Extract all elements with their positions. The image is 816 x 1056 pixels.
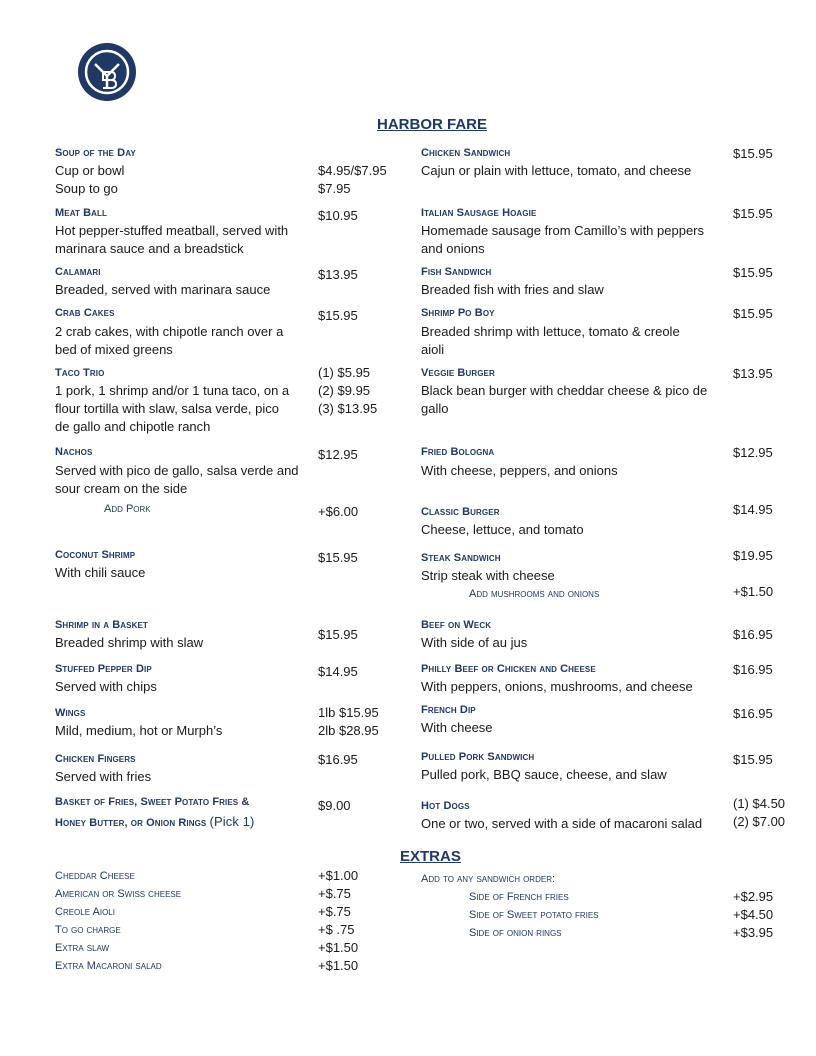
item-desc: Served with fries xyxy=(55,769,152,784)
item-desc: Breaded, served with marinara sauce xyxy=(55,282,271,297)
item-price: $15.95 xyxy=(733,146,773,161)
addon-label: Add mushrooms and onions xyxy=(469,588,600,600)
item-desc: With chili sauce xyxy=(55,565,146,580)
item-name: Shrimp in a Basket xyxy=(55,619,148,631)
side-label: Side of Sweet potato fries xyxy=(469,909,599,921)
item-price: $15.95 xyxy=(318,627,358,642)
side-price: +$4.50 xyxy=(733,907,774,922)
item-name: Philly Beef or Chicken and Cheese xyxy=(421,663,596,675)
item-price: (2) $7.00 xyxy=(733,814,786,829)
item-price: $10.95 xyxy=(318,208,358,223)
item-price: 1lb $15.95 xyxy=(318,705,379,720)
item-price: $16.95 xyxy=(733,662,773,677)
item-price: $15.95 xyxy=(733,752,773,767)
item-price: $16.95 xyxy=(318,752,358,767)
item-desc: Breaded shrimp with lettuce, tomato & creole xyxy=(421,324,680,339)
extra-price: +$1.50 xyxy=(318,940,359,955)
item-price: $19.95 xyxy=(733,548,773,563)
extras-title: EXTRAS xyxy=(400,848,461,865)
item-name-continued xyxy=(55,814,254,829)
extra-label: Cheddar Cheese xyxy=(55,870,135,882)
item-desc: sour cream on the side xyxy=(55,481,188,496)
item-name: Beef on Weck xyxy=(421,619,492,631)
extra-label: To go charge xyxy=(55,924,121,936)
item-desc: gallo xyxy=(421,401,449,416)
item-name: Fried Bologna xyxy=(421,446,495,458)
item-desc: Cheese, lettuce, and tomato xyxy=(421,522,584,537)
item-price: $13.95 xyxy=(318,267,358,282)
item-desc: Soup to go xyxy=(55,181,118,196)
extra-price: +$.75 xyxy=(318,904,351,919)
addon-label: Add Pork xyxy=(104,503,151,515)
item-name: Veggie Burger xyxy=(421,367,495,379)
item-price: (1) $5.95 xyxy=(318,365,371,380)
side-label: Side of onion rings xyxy=(469,927,562,939)
item-price: $15.95 xyxy=(733,306,773,321)
item-price: $14.95 xyxy=(318,664,358,679)
item-name: Calamari xyxy=(55,266,101,278)
item-desc: Served with chips xyxy=(55,679,157,694)
item-desc: Homemade sausage from Camillo’s with peppers xyxy=(421,223,704,238)
item-name: Coconut Shrimp xyxy=(55,549,136,561)
item-desc: and onions xyxy=(421,241,485,256)
item-price: $15.95 xyxy=(318,308,358,323)
item-desc: marinara sauce and a breadstick xyxy=(55,241,244,256)
item-price: (1) $4.50 xyxy=(733,796,786,811)
item-price: $12.95 xyxy=(733,445,773,460)
item-desc: One or two, served with a side of macaroni salad xyxy=(421,816,703,831)
item-name: Hot Dogs xyxy=(421,800,470,812)
item-price: $15.95 xyxy=(733,265,773,280)
item-price: 2lb $28.95 xyxy=(318,723,379,738)
item-name: Steak Sandwich xyxy=(421,552,501,564)
extra-price: +$.75 xyxy=(318,886,351,901)
item-name: Nachos xyxy=(55,446,93,458)
item-name: Stuffed Pepper Dip xyxy=(55,663,152,675)
item-desc: Cajun or plain with lettuce, tomato, and cheese xyxy=(421,163,692,178)
pick-note: (Pick 1) xyxy=(209,814,255,829)
item-desc: Breaded shrimp with slaw xyxy=(55,635,204,650)
addon-price: +$6.00 xyxy=(318,504,359,519)
item-desc: Cup or bowl xyxy=(55,163,125,178)
item-price: $7.95 xyxy=(318,181,351,196)
item-price: $16.95 xyxy=(733,627,773,642)
extra-label: Extra Macaroni salad xyxy=(55,960,162,972)
item-name: Italian Sausage Hoagie xyxy=(421,207,537,219)
item-name: Wings xyxy=(55,707,86,719)
item-name: Shrimp Po Boy xyxy=(421,307,495,319)
item-price: $12.95 xyxy=(318,447,358,462)
side-price: +$2.95 xyxy=(733,889,774,904)
extra-label: American or Swiss cheese xyxy=(55,888,182,900)
extra-price: +$ .75 xyxy=(318,922,355,937)
extra-price: +$1.00 xyxy=(318,868,359,883)
item-desc: 1 pork, 1 shrimp and/or 1 tuna taco, on a xyxy=(55,383,290,398)
extra-label: Extra slaw xyxy=(55,942,110,954)
item-name: Chicken Sandwich xyxy=(421,147,511,159)
item-price: $16.95 xyxy=(733,706,773,721)
extra-label: Creole Aioli xyxy=(55,906,115,918)
item-name: Chicken Fingers xyxy=(55,753,136,765)
sides-heading: Add to any sandwich order: xyxy=(421,873,556,885)
item-desc: Strip steak with cheese xyxy=(421,568,555,583)
item-desc: flour tortilla with slaw, salsa verde, pico xyxy=(55,401,279,416)
brand-logo xyxy=(77,42,137,102)
item-name-part: Honey Butter, or Onion Rings xyxy=(55,817,207,829)
item-price: (2) $9.95 xyxy=(318,383,371,398)
item-desc: bed of mixed greens xyxy=(55,342,173,357)
item-price: $13.95 xyxy=(733,366,773,381)
addon-price: +$1.50 xyxy=(733,584,774,599)
item-name: French Dip xyxy=(421,704,476,716)
item-price: $9.00 xyxy=(318,798,351,813)
item-price: (3) $13.95 xyxy=(318,401,378,416)
side-label: Side of French fries xyxy=(469,891,569,903)
side-price: +$3.95 xyxy=(733,925,774,940)
item-name: Fish Sandwich xyxy=(421,266,492,278)
item-price: $4.95/$7.95 xyxy=(318,163,387,178)
item-price: $15.95 xyxy=(733,206,773,221)
item-desc: With side of au jus xyxy=(421,635,528,650)
item-name: Pulled Pork Sandwich xyxy=(421,751,535,763)
item-desc: Black bean burger with cheddar cheese & pico de xyxy=(421,383,708,398)
item-desc: 2 crab cakes, with chipotle ranch over a xyxy=(55,324,284,339)
item-name: Classic Burger xyxy=(421,506,500,518)
item-name: Soup of the Day xyxy=(55,147,136,159)
item-desc: Pulled pork, BBQ sauce, cheese, and slaw xyxy=(421,767,667,782)
item-desc: Breaded fish with fries and slaw xyxy=(421,282,604,297)
item-price: $14.95 xyxy=(733,502,773,517)
page-title: HARBOR FARE xyxy=(377,116,488,133)
item-desc: de gallo and chipotle ranch xyxy=(55,419,211,434)
item-desc: Served with pico de gallo, salsa verde and xyxy=(55,463,299,478)
item-desc: Hot pepper-stuffed meatball, served with xyxy=(55,223,289,238)
item-desc: With cheese, peppers, and onions xyxy=(421,463,618,478)
item-name: Crab Cakes xyxy=(55,307,115,319)
item-name: Meat Ball xyxy=(55,207,108,219)
item-name: Basket of Fries, Sweet Potato Fries & xyxy=(55,796,250,808)
extra-price: +$1.50 xyxy=(318,958,359,973)
item-price: $15.95 xyxy=(318,550,358,565)
item-desc: Mild, medium, hot or Murph’s xyxy=(55,723,223,738)
item-desc: With peppers, onions, mushrooms, and cheese xyxy=(421,679,693,694)
item-desc: aioli xyxy=(421,342,445,357)
item-name: Taco Trio xyxy=(55,367,105,379)
item-desc: With cheese xyxy=(421,720,493,735)
